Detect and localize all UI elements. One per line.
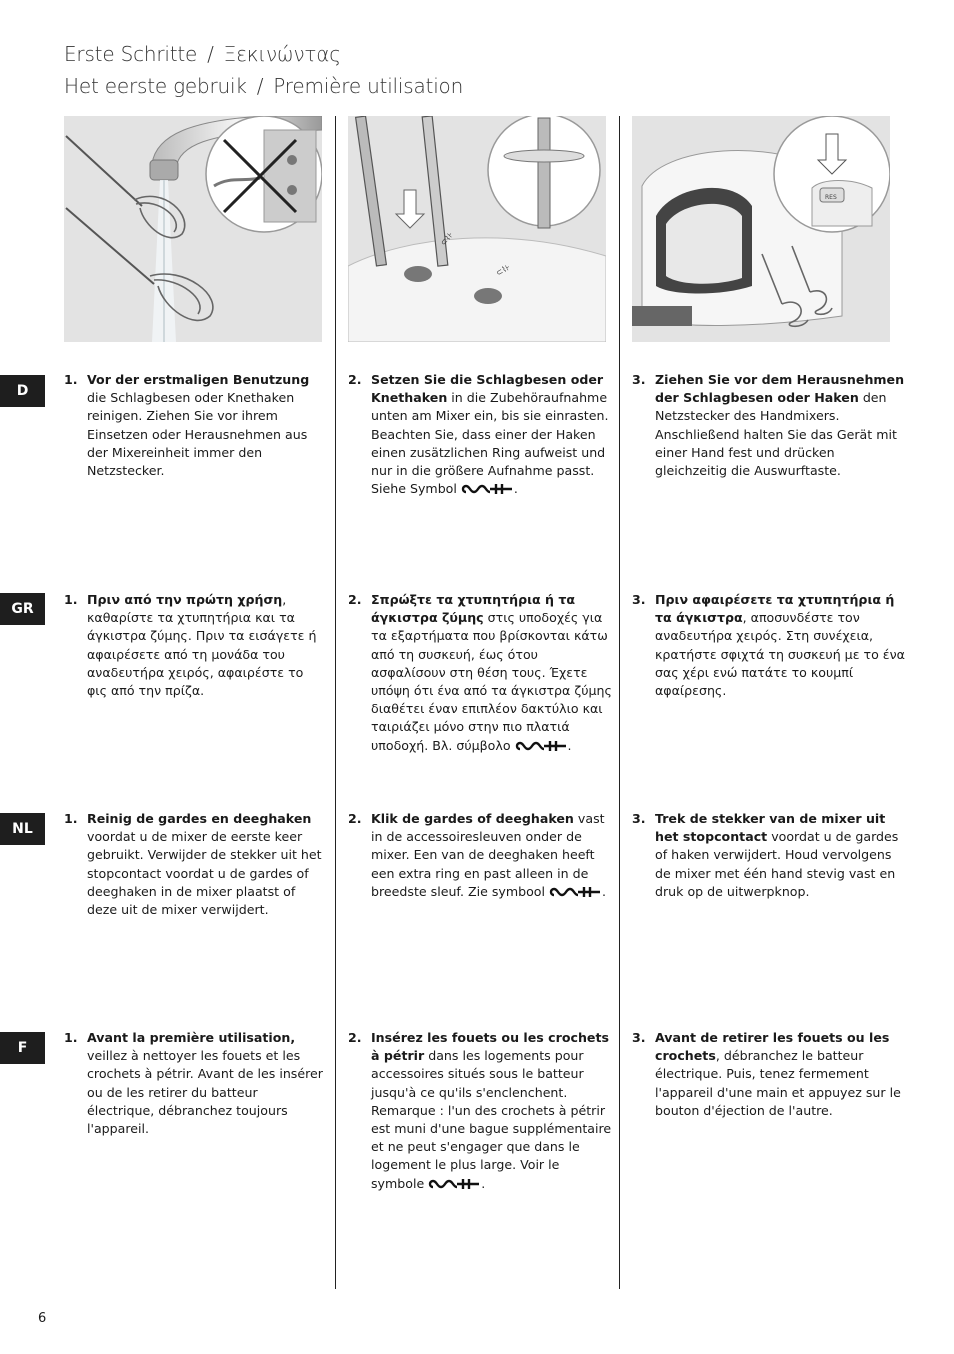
language-tab-gr: GR	[0, 593, 45, 625]
language-tab-f: F	[0, 1032, 45, 1064]
dough-hook-ring-symbol-icon	[460, 483, 514, 495]
step-d-3: 3. Ziehen Sie vor dem Herausnehmen der Schlagbesen oder Haken den Netzstecker des Handmixers. Anschließend halten Sie das Gerät mit einer Hand fest und drücken gleichzeitig die Auswurftaste.	[632, 372, 905, 479]
step-gr-1: 1. Πριν από την πρώτη χρήση, καθαρίστε τα χτυπητήρια και τα άγκιστρα ζύμης. Πριν τα εισάγετε ή αφαιρέσετε από τη μονάδα του αναδευτήρα χειρός, αφαιρέστε το φις από την πρίζα.	[64, 592, 317, 699]
illustration-clean-beaters	[64, 116, 322, 342]
illustration-eject-hooks	[632, 116, 890, 342]
page-title-line-2	[64, 74, 463, 98]
step-d-1: 1. Vor der erstmaligen Benutzung die Schlagbesen oder Knethaken reinigen. Ziehen Sie vor ihrem Einsetzen oder Herausnehmen aus der Mixereinheit immer den Netzstecker.	[64, 372, 310, 479]
svg-text:⊂⌇⊦: ⊂⌇⊦	[494, 262, 512, 278]
language-tab-d: D	[0, 375, 45, 407]
dough-hook-ring-symbol-icon	[514, 740, 568, 752]
page-title-line-1	[64, 42, 341, 66]
step-nl-1: 1. Reinig de gardes en deeghaken voordat u de mixer de eerste keer gebruikt. Verwijder de stekker uit het stopcontact voordat u de gardes of deeghaken in de mixer plaatst of deze uit de mixer verwijdert.	[64, 811, 322, 918]
step-f-2: 2. Insérez les fouets ou les crochets à pétrir dans les logements pour accessoires situés sous le batteur jusqu'à ce qu'ils s'enclenchent. Remarque : l'un des crochets à pétrir est muni d'une bague supplémentaire et ne peut s'engager que dans le logement le plus large. Voir le symbole .	[348, 1030, 612, 1191]
title-separator: /	[256, 74, 264, 98]
column-divider-1	[335, 116, 336, 1289]
column-divider-2	[619, 116, 620, 1289]
step-nl-2: 2. Klik de gardes of deeghaken vast in de accessoiresleuven onder de mixer. Een van de deeghaken heeft een extra ring en past alleen in de breedste sleuf. Zie symbool .	[348, 811, 607, 899]
dough-hook-ring-symbol-icon	[427, 1178, 481, 1190]
page-number: 6	[38, 1311, 47, 1326]
step-d-2: 2. Setzen Sie die Schlagbesen oder Knethaken in die Zubehöraufnahme unten am Mixer ein, bis sie einrasten. Beachten Sie, dass einer der Haken einen zusätzlichen Ring aufweist und nur in die größere Aufnahme passt. Siehe Symbol .	[348, 372, 609, 497]
illustration-insert-hooks	[348, 116, 606, 342]
title-fr: Première utilisation	[273, 74, 464, 98]
step-gr-3: 3. Πριν αφαιρέσετε τα χτυπητήρια ή τα άγκιστρα, αποσυνδέστε τον αναδευτήρα χειρός. Στη συνέχεια, κρατήστε σφιχτά τη συσκευή με το ένα σας χέρι ενώ πατάτε το κουμπί αφαίρεσης.	[632, 592, 905, 699]
step-f-3: 3. Avant de retirer les fouets ou les crochets, débranchez le batteur électrique. Puis, tenez fermement l'appareil d'une main et appuyez sur le bouton d'éjection de l'autre.	[632, 1030, 901, 1118]
svg-text:RES: RES	[825, 194, 837, 201]
title-gr: Ξεκινώντας	[223, 42, 341, 66]
svg-text:⊂⌇⊦: ⊂⌇⊦	[438, 230, 456, 248]
title-de: Erste Schritte	[64, 42, 198, 66]
step-f-1: 1. Avant la première utilisation, veillez à nettoyer les fouets et les crochets à pétrir. Avant de les insérer ou de les retirer du batteur électrique, débranchez toujours l'appareil.	[64, 1030, 323, 1137]
title-nl: Het eerste gebruik	[64, 74, 247, 98]
step-nl-3: 3. Trek de stekker van de mixer uit het stopcontact voordat u de gardes of haken verwijdert. Houd vervolgens de mixer met één hand stevig vast en druk op de uitwerpknop.	[632, 811, 899, 899]
dough-hook-ring-symbol-icon	[548, 886, 602, 898]
title-separator: /	[207, 42, 214, 66]
step-gr-2: 2. Σπρώξτε τα χτυπητήρια ή τα άγκιστρα ζύμης στις υποδοχές για τα εξαρτήματα που βρίσκονται κάτω από τη συσκευή, έως ότου ασφαλίσουν στη θέση τους. Έχετε υπόψη ότι ένα από τα άγκιστρα ζύμης διαθέτει έναν επιπλέον δακτύλιο και ταιριάζει μόνο στην πιο πλατιά υποδοχή. Βλ. σύμβολο .	[348, 592, 612, 753]
language-tab-nl: NL	[0, 813, 45, 845]
